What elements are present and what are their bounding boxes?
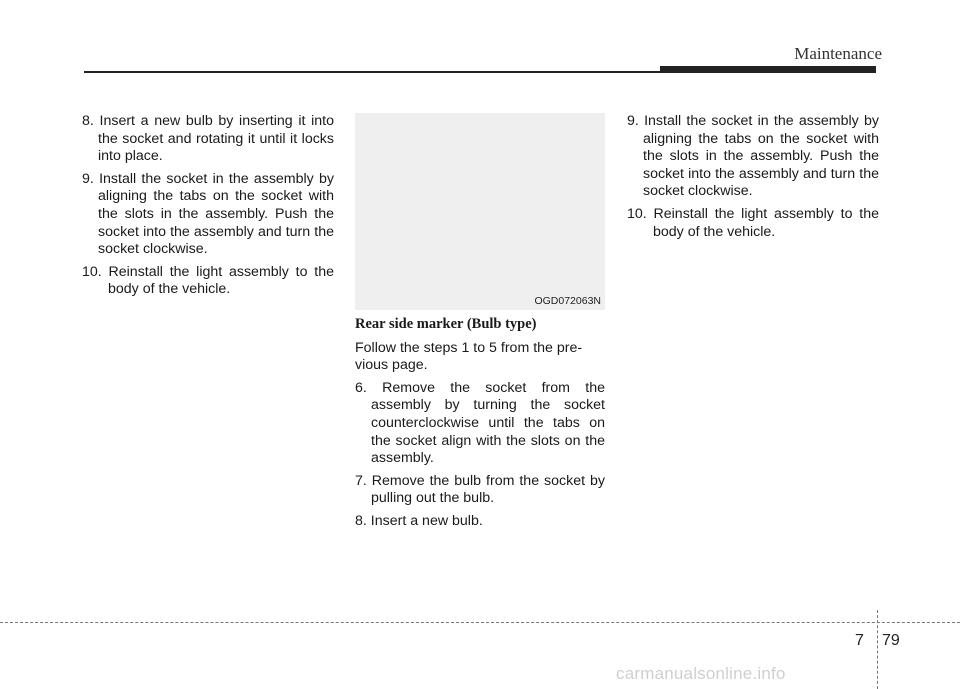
step-number: 7. <box>355 472 367 489</box>
step-text: Remove the bulb from the socket by pulling out the bulb. <box>371 472 605 507</box>
step-item <box>355 513 605 531</box>
step-item <box>82 171 334 259</box>
step-text: Insert a new bulb. <box>370 512 483 529</box>
step-item <box>355 473 605 508</box>
step-text: Reinstall the light assembly to the body of the vehicle. <box>653 205 879 240</box>
step-number: 10. <box>82 263 102 280</box>
step-number: 8. <box>82 113 94 129</box>
step-text: Remove the socket from the assembly by turning the socket counterclockwise until the tabs on the socket align with the slots on the assembly. <box>371 379 606 467</box>
step-number: 6. <box>355 379 367 396</box>
step-number: 9. <box>627 113 639 129</box>
watermark: carmanualsonline.info <box>616 664 786 683</box>
step-text: Insert a new bulb by inserting it into the socket and rotating it until it locks into place. <box>98 113 334 165</box>
step-number: 8. <box>355 512 367 529</box>
footer-divider <box>877 610 878 689</box>
step-text: Reinstall the light assembly to the body of the vehicle. <box>108 263 334 298</box>
figure-code: OGD072063N <box>534 295 601 307</box>
step-item <box>355 380 605 468</box>
step-number: 9. <box>82 170 94 187</box>
step-item <box>82 113 334 166</box>
left-column <box>82 113 334 304</box>
step-text: Install the socket in the assembly by aligning the tabs on the socket with the slots in the assembly. Push the socket into the assembly and turn the socket clockwise. <box>643 113 879 200</box>
footer-rule <box>0 622 960 623</box>
page-number: 79 <box>882 632 900 649</box>
middle-column <box>355 316 605 536</box>
step-item <box>627 113 879 201</box>
section-title: Rear side marker (Bulb type) <box>355 316 537 332</box>
step-text: Install the socket in the assembly by aligning the tabs on the socket with the slots in the assembly. Push the socket into the assembly and turn the socket clockwise. <box>98 170 334 258</box>
chapter-number: 7 <box>855 632 864 649</box>
intro-paragraph: Follow the steps 1 to 5 from the pre-vious page. <box>355 339 583 374</box>
figure-image <box>355 113 605 310</box>
page-header-title: Maintenance <box>794 44 882 63</box>
right-column <box>627 113 879 246</box>
step-item <box>82 264 334 299</box>
step-number: 10. <box>627 205 647 222</box>
step-item <box>627 206 879 241</box>
header-rule-thin <box>84 71 660 73</box>
header-rule-thick <box>660 66 876 73</box>
